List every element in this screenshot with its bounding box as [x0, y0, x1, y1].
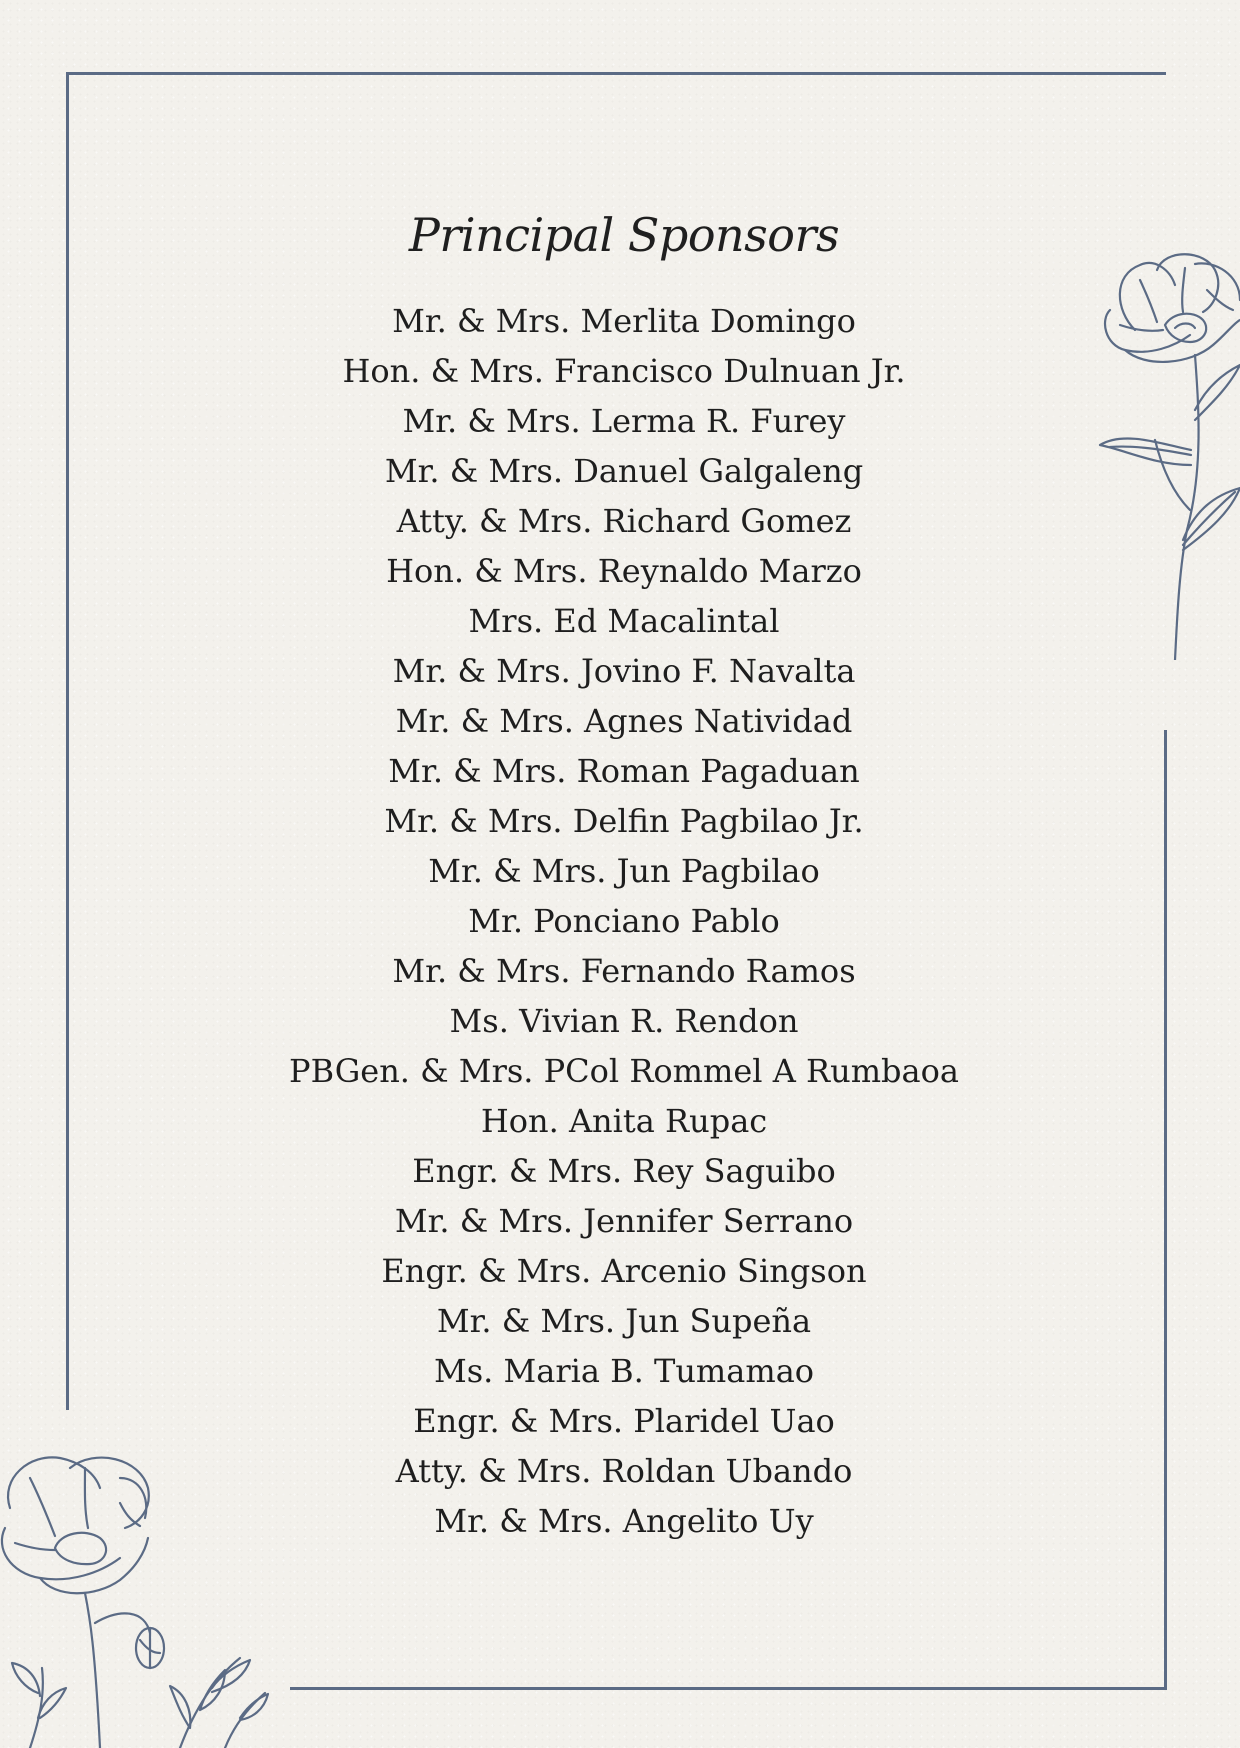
- sponsor-list: [0, 296, 1240, 1546]
- list-item: Mrs. Ed Macalintal: [468, 602, 780, 640]
- list-item: Atty. & Mrs. Richard Gomez: [396, 502, 852, 540]
- list-item: Mr. & Mrs. Merlita Domingo: [392, 302, 856, 340]
- list-item: Hon. & Mrs. Reynaldo Marzo: [386, 552, 862, 590]
- list-item: PBGen. & Mrs. PCol Rommel A Rumbaoa: [289, 1052, 959, 1090]
- list-item: Mr. & Mrs. Fernando Ramos: [392, 952, 856, 990]
- list-item: Mr. & Mrs. Jun Supeña: [436, 1302, 812, 1340]
- list-item: Engr. & Mrs. Rey Saguibo: [412, 1152, 836, 1190]
- list-item: Ms. Maria B. Tumamao: [433, 1352, 815, 1390]
- list-item: Mr. & Mrs. Agnes Natividad: [395, 702, 853, 740]
- list-item: Mr. & Mrs. Danuel Galgaleng: [384, 452, 864, 490]
- frame-top-line: [66, 72, 1166, 75]
- list-item: Engr. & Mrs. Plaridel Uao: [413, 1402, 835, 1440]
- page-title: Principal Sponsors: [408, 208, 840, 262]
- list-item: Hon. Anita Rupac: [480, 1102, 768, 1140]
- frame-bottom-line: [290, 1687, 1167, 1690]
- list-item: Mr. & Mrs. Roman Pagaduan: [388, 752, 860, 790]
- list-item: Ms. Vivian R. Rendon: [449, 1002, 799, 1040]
- list-item: Mr. & Mrs. Jun Pagbilao: [428, 852, 820, 890]
- list-item: Mr. & Mrs. Lerma R. Furey: [402, 402, 846, 440]
- list-item: Mr. & Mrs. Jovino F. Navalta: [392, 652, 856, 690]
- list-item: Mr. & Mrs. Jennifer Serrano: [394, 1202, 854, 1240]
- list-item: Hon. & Mrs. Francisco Dulnuan Jr.: [342, 352, 906, 390]
- list-item: Mr. & Mrs. Delfin Pagbilao Jr.: [384, 802, 864, 840]
- list-item: Mr. & Mrs. Angelito Uy: [434, 1502, 814, 1540]
- list-item: Engr. & Mrs. Arcenio Singson: [381, 1252, 867, 1290]
- list-item: Mr. Ponciano Pablo: [468, 902, 780, 940]
- list-item: Atty. & Mrs. Roldan Ubando: [395, 1452, 853, 1490]
